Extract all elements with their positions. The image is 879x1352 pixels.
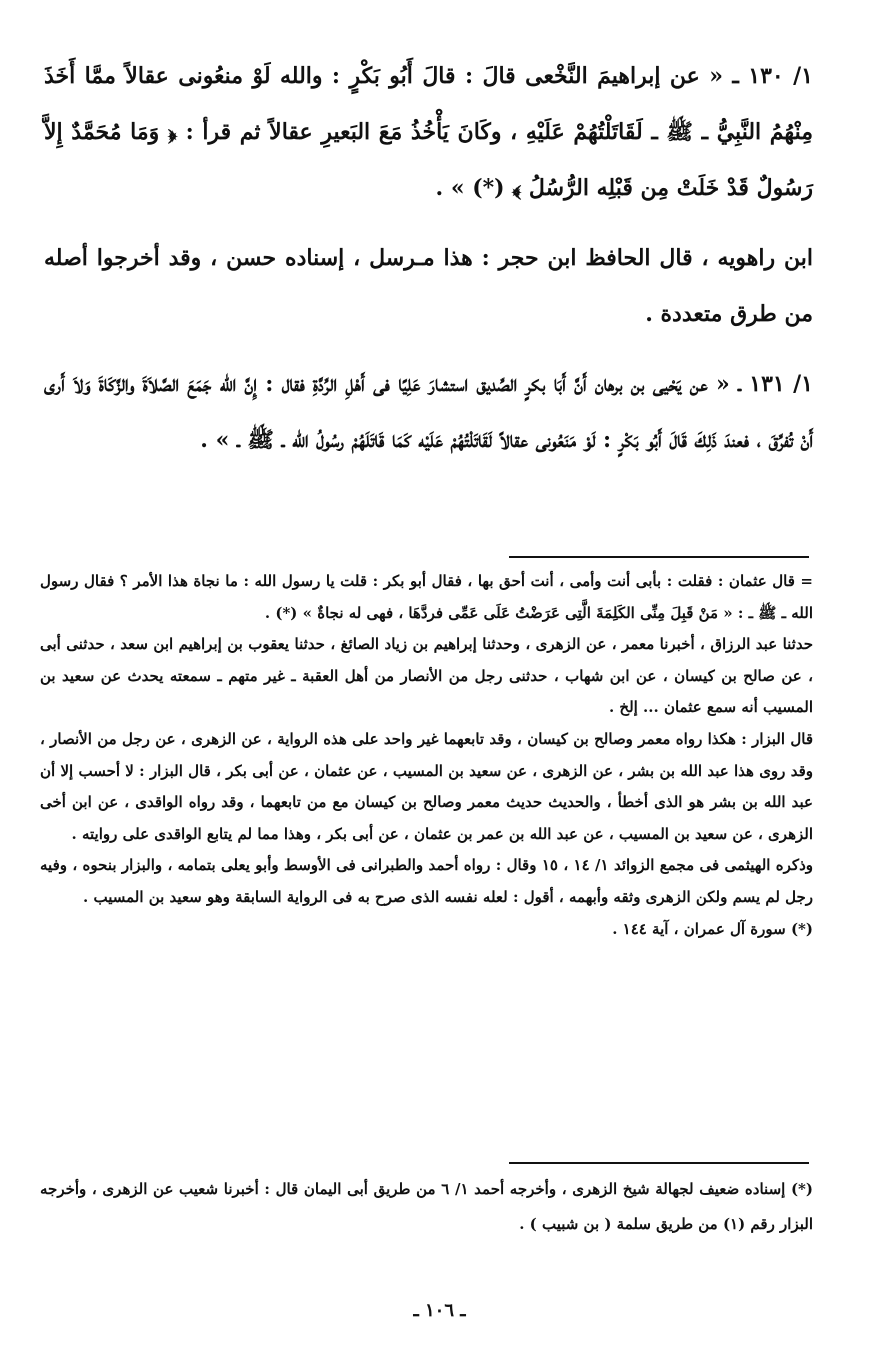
main-text (44, 48, 813, 468)
footnote-isnad-weak: (*) إسناده ضعيف لجهالة شيخ الزهرى ، وأخرجه أحمد ١/ ٦ من طريق أبى اليمان قال : أخبرنا شعيب عن الزهرى ، وأخرجه البزار رقم (١) من طريق سلمة ( بن شبيب ) . (40, 1180, 813, 1233)
page-number: ـ ١٠٦ ـ (413, 1300, 466, 1321)
footnote-bazzar: قال البزار : هكذا رواه معمر وصالح بن كيسان ، وقد تابعهما غير واحد على هذه الرواية ، عن الزهرى ، عن رجل من الأنصار ، وقد روى هذا عبد الله بن بشر ، عن الزهرى ، عن سعيد بن المسيب ، عن عثمان ، عن أبى بكر ، قال البزار : لا أحسب إلا أن عبد الله بن بشر هو الذى أخطأ ، والحديث حديث معمر وصالح بن كيسان مع من تابعهما ، وقد رواه الواقدى ، عن ابن أخى الزهرى ، عن سعيد بن المسيب ، عن عبد الله بن عمر بن عثمان ، عن أبى بكر ، وهذا مما لم يتابع الواقدى على روايته . (40, 729, 813, 843)
footnote-surah-reference: (*) سورة آل عمران ، آية ١٤٤ . (612, 919, 813, 938)
footnotes (40, 566, 813, 945)
footnote-isnad: حدثنا عبد الرزاق ، أخبرنا معمر ، عن الزهرى ، وحدثنا إبراهيم بن زياد الصائغ ، حدثنا يعقوب بن إبراهيم ابن سعد ، حدثنى أبى ، عن صالح بن كيسان ، عن ابن شهاب ، حدثنى رجل من الأنصار من أهل العقبة ـ غير متهم ـ سمعته يحدث عن سعيد بن المسيب أنه سمع عثمان ... إلخ . (40, 635, 813, 717)
hadith-131: ١/ ١٣١ ـ « عن يَحْيى بن برهان أَنَّ أَبَا بكرٍ الصِّديق استشارَ عَلِيًا فى أَهْلِ الرِّدَّةِ فقال : إِنَّ الله جَمَعَ الصَّلاَةَ والزَّكَاةَ وَلاَ أَرى أَنْ تُفرِّقَ ، فعندَ ذَلِكَ قَالَ أَبُو بَكْرٍ : لَوْ مَنَعُونى عقالاً لَقَاتَلْتُهُمْ عَلَيْه كَمَا قَاتَلَهُمْ رسُولُ الله ـ ﷺ ـ » . (44, 371, 813, 453)
footnote-continuation: = قال عثمان : فقلت : بأبى أنت وأمى ، أنت أحق بها ، فقال أبو بكر : قلت يا رسول الله : ما نجاة هذا الأمر ؟ فقال رسول الله ـ ﷺ ـ : « مَنْ قَبِلَ مِنِّى الكَلِمَةَ الَّتِى عَرَضْتُ عَلَى عَمِّى فردَّهَا ، فهى له نجاةٌ » (*) . (40, 572, 813, 622)
hadith-130-commentary: ابن راهويه ، قال الحافظ ابن حجر : هذا مـرسل ، إسناده حسن ، وقد أخرجوا أصله من طرق متعددة . (44, 245, 813, 327)
footnotes-2 (40, 1172, 813, 1242)
hadith-130: ١/ ١٣٠ ـ « عن إبراهيمَ النَّخْعى قالَ : قالَ أَبُو بَكْرٍ : والله لَوْ منعُونى عقالاً ممَّا أَخَذَ مِنْهُمُ النَّبِيُّ ـ ﷺ ـ لَقَاتَلْتُهُمْ عَلَيْهِ ، وكَانَ يَأْخُذُ مَعَ البَعيرِ عقالاً ثم قرأ : ﴿ وَمَا مُحَمَّدٌ إِلاَّ رَسُولٌ قَدْ خَلَتْ مِن قَبْلِه الرُّسُلُ ﴾ (*) » . (44, 63, 813, 201)
footnote-separator (509, 556, 809, 558)
footnote-haythami: وذكره الهيثمى فى مجمع الزوائد ١/ ١٤ ، ١٥ وقال : رواه أحمد والطبرانى فى الأوسط وأبو يعلى بتمامه ، والبزار بنحوه ، وفيه رجل لم يسم ولكن الزهرى وثقه وأبهمه ، أقول : لعله نفسه الذى صرح به فى الرواية السابقة وهو سعيد بن المسيب . (40, 856, 813, 906)
footnote-separator-2 (509, 1162, 809, 1164)
